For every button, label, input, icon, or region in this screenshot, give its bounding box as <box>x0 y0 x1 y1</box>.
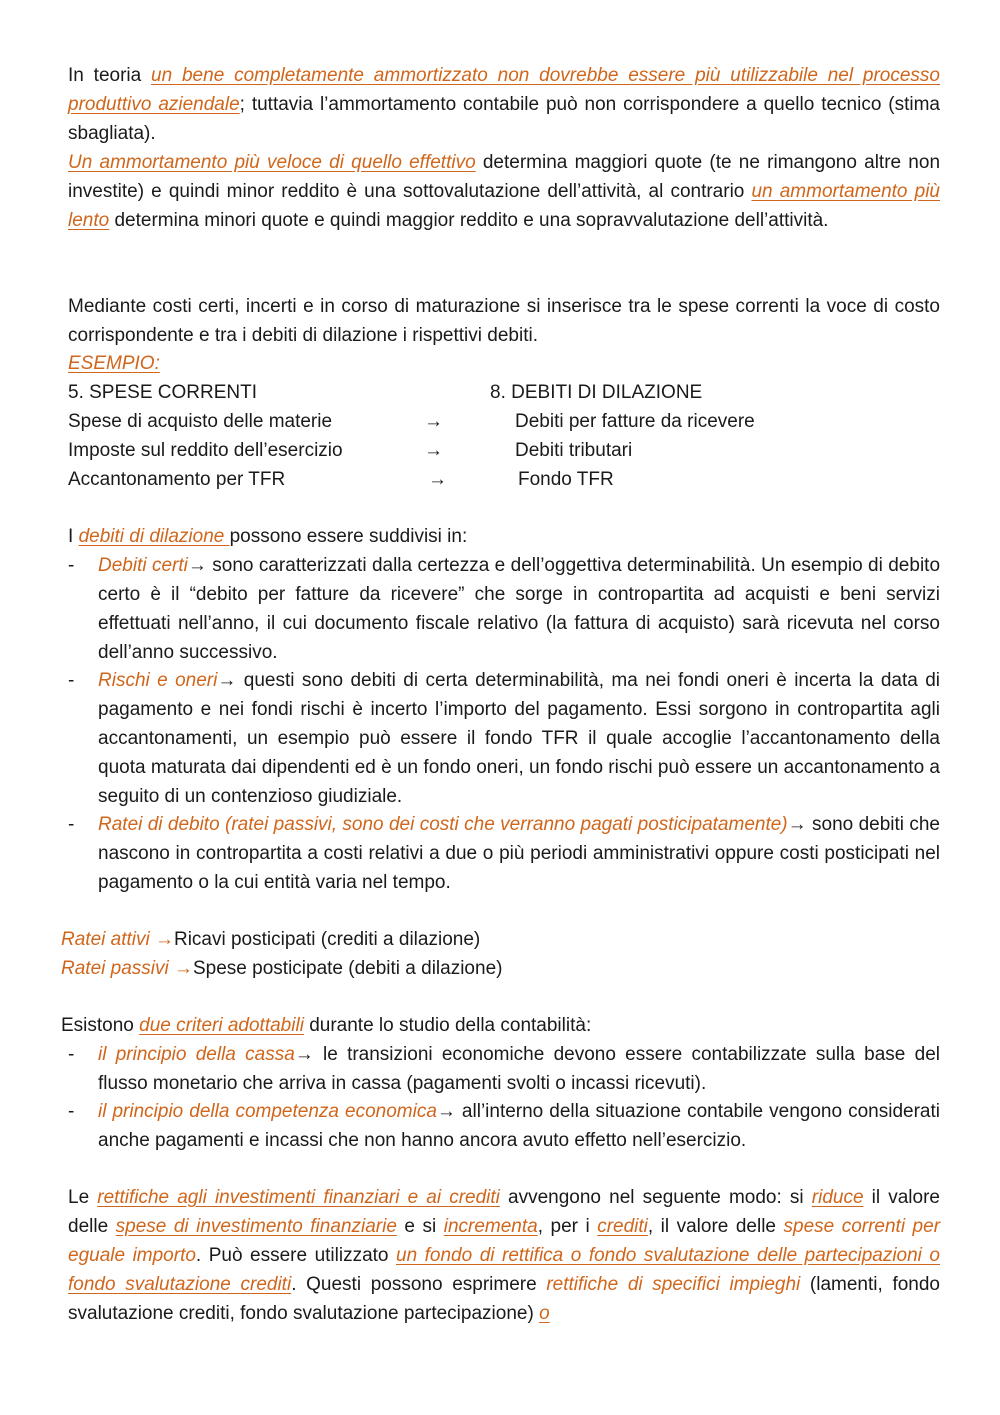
ratei-text: Ricavi posticipati (crediti a dilazione) <box>173 929 481 950</box>
text-segment: durante lo studio della contabilità: <box>303 1015 592 1036</box>
text-segment: In teoria <box>68 65 152 86</box>
paragraph-ammortamento-teoria <box>68 61 940 148</box>
paragraph-ammortamento-veloce-lento <box>68 148 940 235</box>
highlight-o: o <box>539 1303 550 1324</box>
right-arrow-icon: → <box>428 469 447 490</box>
list-item-ratei-debito <box>68 810 940 897</box>
text-segment: Le <box>68 1187 98 1208</box>
list-bullet: - <box>68 1044 75 1065</box>
list-bullet: - <box>68 555 75 576</box>
list-text: sono caratterizzati dalla certezza e dell’oggettiva determinabilità. Un esempio di debito certo è il “debito per fatture da ricevere” che sorge in contropartita ad acquisti e beni servizi effettuati nell’anno, il cui documento fiscale relativo (la fattura di acquisto) sarà ricevuta nel corso dell’anno successivo. <box>98 555 941 663</box>
right-arrow-icon: → <box>187 555 207 576</box>
ratei-term: Ratei attivi <box>61 929 155 950</box>
list-bullet: - <box>68 670 75 691</box>
highlight-criteri: due criteri adottabili <box>139 1015 304 1036</box>
example-label: ESEMPIO: <box>68 353 160 374</box>
highlight-ammortamento-lento: un ammortamento più lento <box>68 181 940 231</box>
highlight-fondo-rettifica: un fondo di rettifica o fondo svalutazione delle partecipazioni o fondo svalutazione crediti <box>68 1245 940 1295</box>
ratei-text: Spese posticipate (debiti a dilazione) <box>193 958 503 979</box>
right-arrow-icon: → <box>424 440 443 461</box>
list-bullet: - <box>68 814 75 835</box>
list-item-rischi-oneri <box>68 666 940 811</box>
text-segment: possono essere suddivisi in: <box>229 526 468 547</box>
ratei-attivi-line <box>61 925 480 954</box>
paragraph-rettifiche <box>68 1183 940 1328</box>
highlight-rettifiche-specifici: rettifiche di specifici impieghi <box>546 1274 801 1295</box>
right-arrow-icon: → <box>424 411 443 432</box>
ratei-passivi-line <box>61 954 502 983</box>
text-segment: (lamenti, fondo svalutazione crediti, fondo svalutazione partecipazione) <box>68 1274 940 1324</box>
highlight-riduce: riduce <box>811 1187 864 1208</box>
right-arrow-icon: → <box>294 1044 314 1065</box>
list-text: all’interno della situazione contabile vengono considerati anche pagamenti e incassi che non hanno ancora avuto effetto nell’esercizio. <box>98 1101 940 1151</box>
list-item-debiti-certi <box>68 551 940 667</box>
list-term: Ratei di debito (ratei passivi, sono dei costi che verranno pagati posticipatamente) <box>98 814 788 835</box>
text-segment: Esistono <box>61 1015 140 1036</box>
highlight-incrementa: incrementa <box>443 1216 538 1237</box>
text-segment: e si <box>396 1216 444 1237</box>
text-segment: , per i <box>537 1216 598 1237</box>
text-segment: . Questi possono esprimere <box>291 1274 547 1295</box>
example-right-header: 8. DEBITI DI DILAZIONE <box>490 382 703 403</box>
list-term: il principio della cassa <box>98 1044 295 1065</box>
list-text: le transizioni economiche devono essere contabilizzate sulla base del flusso monetario che arriva in cassa (pagamenti svolti o incassi ricevuti). <box>98 1044 940 1094</box>
right-arrow-icon: → <box>787 814 807 835</box>
paragraph-costi-certi-incerti <box>68 292 940 350</box>
highlight-ammortamento-veloce: Un ammortamento più veloce di quello effettivo <box>68 152 476 173</box>
text-segment: determina minori quote e quindi maggior reddito e una sopravvalutazione dell’attività. <box>109 210 829 231</box>
list-bullet: - <box>68 1101 75 1122</box>
highlight-crediti: crediti <box>597 1216 648 1237</box>
list-item-principio-competenza <box>68 1097 940 1155</box>
list-term: il principio della competenza economica <box>98 1101 437 1122</box>
highlight-spese-correnti: spese correnti per eguale importo <box>68 1216 941 1266</box>
highlight-bene-ammortizzato: un bene completamente ammortizzato non dovrebbe essere più utilizzabile nel processo produttivo aziendale <box>68 65 940 115</box>
text-segment: I <box>68 526 79 547</box>
list-text: sono debiti che nascono in contropartita a costi relativi a due o più periodi amministrativi oppure costi posticipati nel pagamento o la cui entità varia nel tempo. <box>98 814 940 893</box>
paragraph-debiti-dilazione-intro <box>68 522 940 551</box>
list-text: questi sono debiti di certa determinabilità, ma nei fondi oneri è incerta la data di pagamento e nei fondi rischi è incerto l’importo del pagamento. Essi sorgono in contropartita agli accantonamenti, un esempio può essere il fondo TFR il quale accoglie l’accantonamento della quota maturata dai dipendenti ed è un fondo oneri, un fondo rischi può essere un accantonamento a seguito di un contenzioso giudiziale. <box>98 670 940 807</box>
list-item-principio-cassa <box>68 1040 940 1098</box>
right-arrow-icon: → <box>436 1101 456 1122</box>
highlight-debiti-dilazione: debiti di dilazione <box>78 526 230 547</box>
example-row-right: Debiti per fatture da ricevere <box>515 411 755 432</box>
text-segment: ; tuttavia l’ammortamento contabile può non corrispondere a quello tecnico (stima sbagliata). <box>68 94 940 144</box>
text-segment: , il valore delle <box>647 1216 784 1237</box>
text-segment: determina maggiori quote (te ne rimangono altre non investite) e quindi minor reddito è una sottovalutazione dell’attività, al contrario <box>68 152 941 202</box>
list-term: Debiti certi <box>98 555 188 576</box>
example-row-right: Debiti tributari <box>515 440 633 461</box>
list-term: Rischi e oneri <box>98 670 218 691</box>
highlight-rettifiche: rettifiche agli investimenti finanziari e ai crediti <box>97 1187 500 1208</box>
ratei-term: Ratei passivi <box>61 958 174 979</box>
example-row-right: Fondo TFR <box>518 469 614 490</box>
example-row-left: Imposte sul reddito dell’esercizio <box>68 440 343 461</box>
example-row-left: Accantonamento per TFR <box>68 469 286 490</box>
text-segment: Mediante costi certi, incerti e in corso di maturazione si inserisce tra le spese correnti la voce di costo corrispondente e tra i debiti di dilazione i rispettivi debiti. <box>68 296 940 346</box>
example-left-header: 5. SPESE CORRENTI <box>68 382 257 403</box>
highlight-spese-investimento: spese di investimento finanziarie <box>115 1216 397 1237</box>
text-segment: . Può essere utilizzato <box>195 1245 396 1266</box>
right-arrow-icon: → <box>217 670 237 691</box>
example-row-left: Spese di acquisto delle materie <box>68 411 333 432</box>
text-segment: avvengono nel seguente modo: si <box>499 1187 812 1208</box>
text-segment: il valore delle <box>68 1187 940 1237</box>
paragraph-criteri-adottabili <box>61 1011 940 1040</box>
right-arrow-icon: → <box>154 929 174 950</box>
right-arrow-icon: → <box>174 958 193 979</box>
